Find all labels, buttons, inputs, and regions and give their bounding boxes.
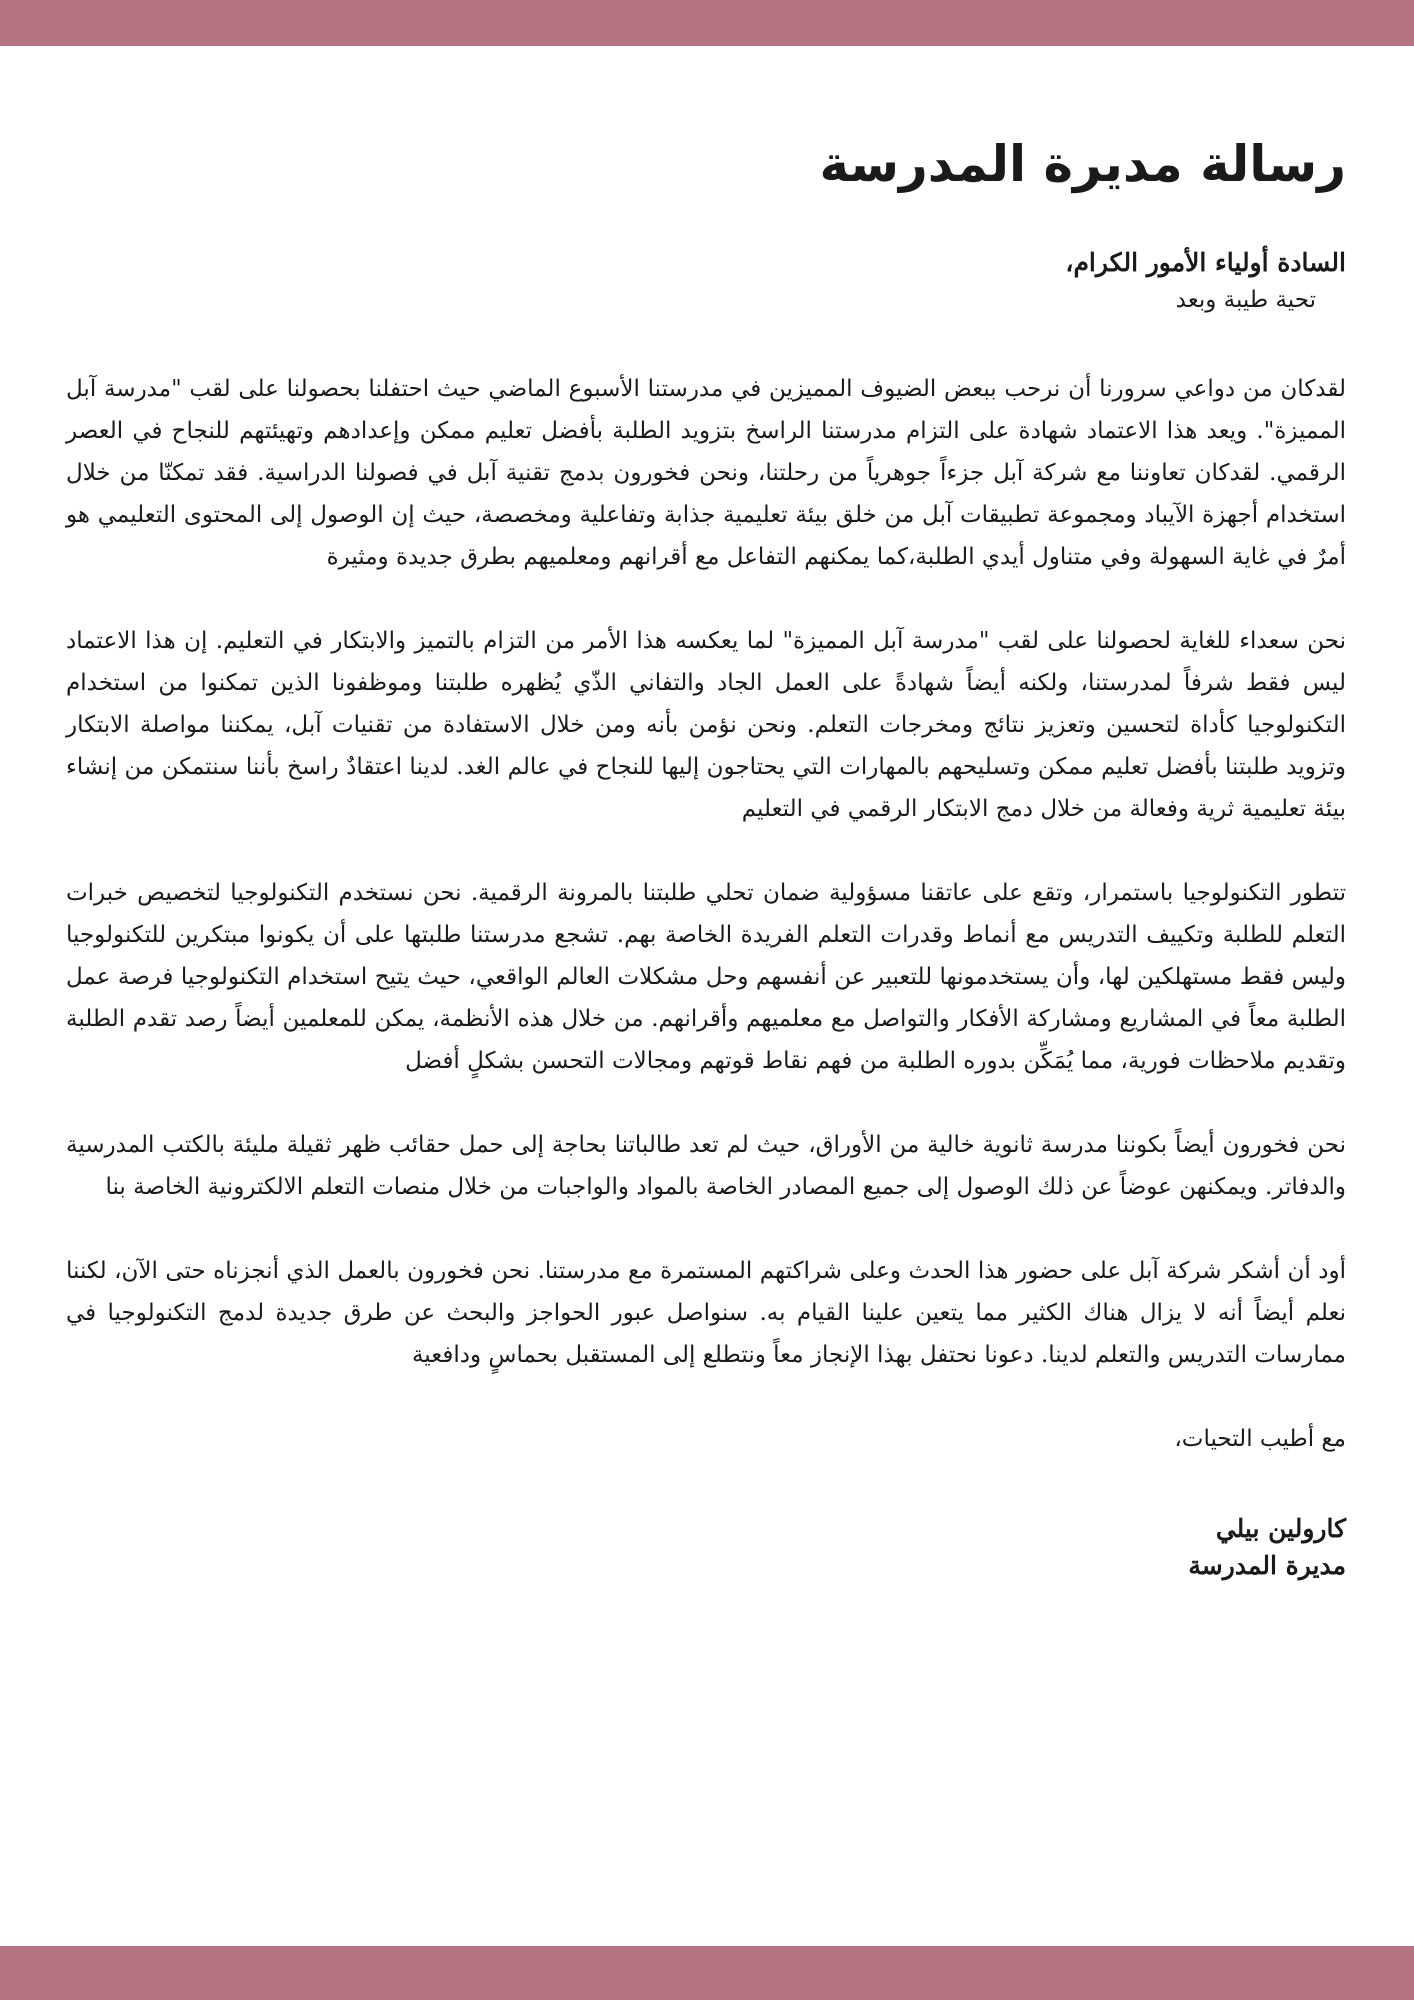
paragraph-4: نحن فخورون أيضاً بكوننا مدرسة ثانوية خالية من الأوراق، حيث لم تعد طالباتنا بحاجة إلى حمل حقائب ظهر ثقيلة مليئة بالكتب المدرسية والدفاتر. ويمكنهن عوضاً عن ذلك الوصول إلى جميع المصادر الخاصة بالمواد والواجبات من خلال منصات التعلم الالكترونية الخاصة بنا xyxy=(66,1132,1346,1201)
bottom-color-band xyxy=(0,1946,1414,2000)
greeting: تحية طيبة وبعد xyxy=(1175,286,1316,313)
signer-role: مديرة المدرسة xyxy=(1188,1550,1346,1580)
paragraph-2: نحن سعداء للغاية لحصولنا على لقب "مدرسة آبل المميزة" لما يعكسه هذا الأمر من التزام بالتميز والابتكار في التعليم. إن هذا الاعتماد ليس فقط شرفاً لمدرستنا، ولكنه أيضاً شهادةً على العمل الجاد والتفاني الذّي يُظهره طلبتنا وموظفونا الذين تمكنوا من استخدام التكنولوجيا كأداة لتحسين وتعزيز نتائج ومخرجات التعلم. ونحن نؤمن بأنه ومن خلال الاستفادة من تقنيات آبل، يمكننا مواصلة الابتكار وتزويد طلبتنا بأفضل تعليم ممكن وتسليحهم بالمهارات التي يحتاجون إليها للنجاح في عالم الغد. لدينا اعتقادٌ راسخ بأننا سنتمكن من إنشاء بيئة تعليمية ثرية وفعالة من خلال دمج الابتكار الرقمي في التعليم xyxy=(66,628,1346,823)
paragraph-1: لقدكان من دواعي سرورنا أن نرحب ببعض الضيوف المميزين في مدرستنا الأسبوع الماضي حيث احتفلنا بحصولنا على لقب "مدرسة آبل المميزة". ويعد هذا الاعتماد شهادة على التزام مدرستنا الراسخ بتزويد الطلبة بأفضل تعليم ممكن وإعدادهم وتهيئتهم للنجاح في العصر الرقمي. لقدكان تعاوننا مع شركة آبل جزءاً جوهرياً من رحلتنا، ونحن فخورون بدمج تقنية آبل في فصولنا الدراسية. فقد تمكنّا من خلال استخدام أجهزة الآيباد ومجموعة تطبيقات آبل من خلق بيئة تعليمية جذابة وتفاعلية ومخصصة، حيث إن الوصول إلى المحتوى التعليمي هو أمرٌ في غاية السهولة وفي متناول أيدي الطلبة،كما يمكنهم التفاعل مع أقرانهم ومعلميهم بطرق جديدة ومثيرة xyxy=(66,376,1346,571)
letter-body xyxy=(66,120,1346,1583)
paragraph-5: أود أن أشكر شركة آبل على حضور هذا الحدث وعلى شراكتهم المستمرة مع مدرستنا. نحن فخورون بالعمل الذي أنجزناه حتى الآن، لكننا نعلم أيضاً أنه لا يزال هناك الكثير مما يتعين علينا القيام به. سنواصل عبور الحواجز والبحث عن طرق جديدة لدمج التكنولوجيا في ممارسات التدريس والتعلم لدينا. دعونا نحتفل بهذا الإنجاز معاً ونتطلع إلى المستقبل بحماسٍ ودافعية xyxy=(66,1258,1346,1369)
letter-title: رسالة مديرة المدرسة xyxy=(819,135,1346,193)
top-color-band xyxy=(0,0,1414,46)
signer-name: كارولين بيلي xyxy=(1215,1514,1346,1544)
salutation: السادة أولياء الأمور الكرام، xyxy=(1065,248,1346,277)
paragraph-3: تتطور التكنولوجيا باستمرار، وتقع على عاتقنا مسؤولية ضمان تحلي طلبتنا بالمرونة الرقمية. نحن نستخدم التكنولوجيا لتخصيص خبرات التعلم للطلبة وتكييف التدريس مع أنماط وقدرات التعلم الفريدة الخاصة بهم. تشجع مدرستنا طلبتها على أن يكونوا مبتكرين للتكنولوجيا وليس فقط مستهلكين لها، وأن يستخدمونها للتعبير عن أنفسهم وحل مشكلات العالم الواقعي، حيث يتيح استخدام التكنولوجيا فرصة عمل الطلبة معاً في المشاريع ومشاركة الأفكار والتواصل مع معلميهم وأقرانهم. من خلال هذه الأنظمة، يمكن للمعلمين أيضاً رصد تقدم الطلبة وتقديم ملاحظات فورية، مما يُمَكِّن بدوره الطلبة من فهم نقاط قوتهم ومجالات التحسن بشكلٍ أفضل xyxy=(66,880,1346,1075)
closing-line: مع أطيب التحيات، xyxy=(1174,1426,1346,1453)
